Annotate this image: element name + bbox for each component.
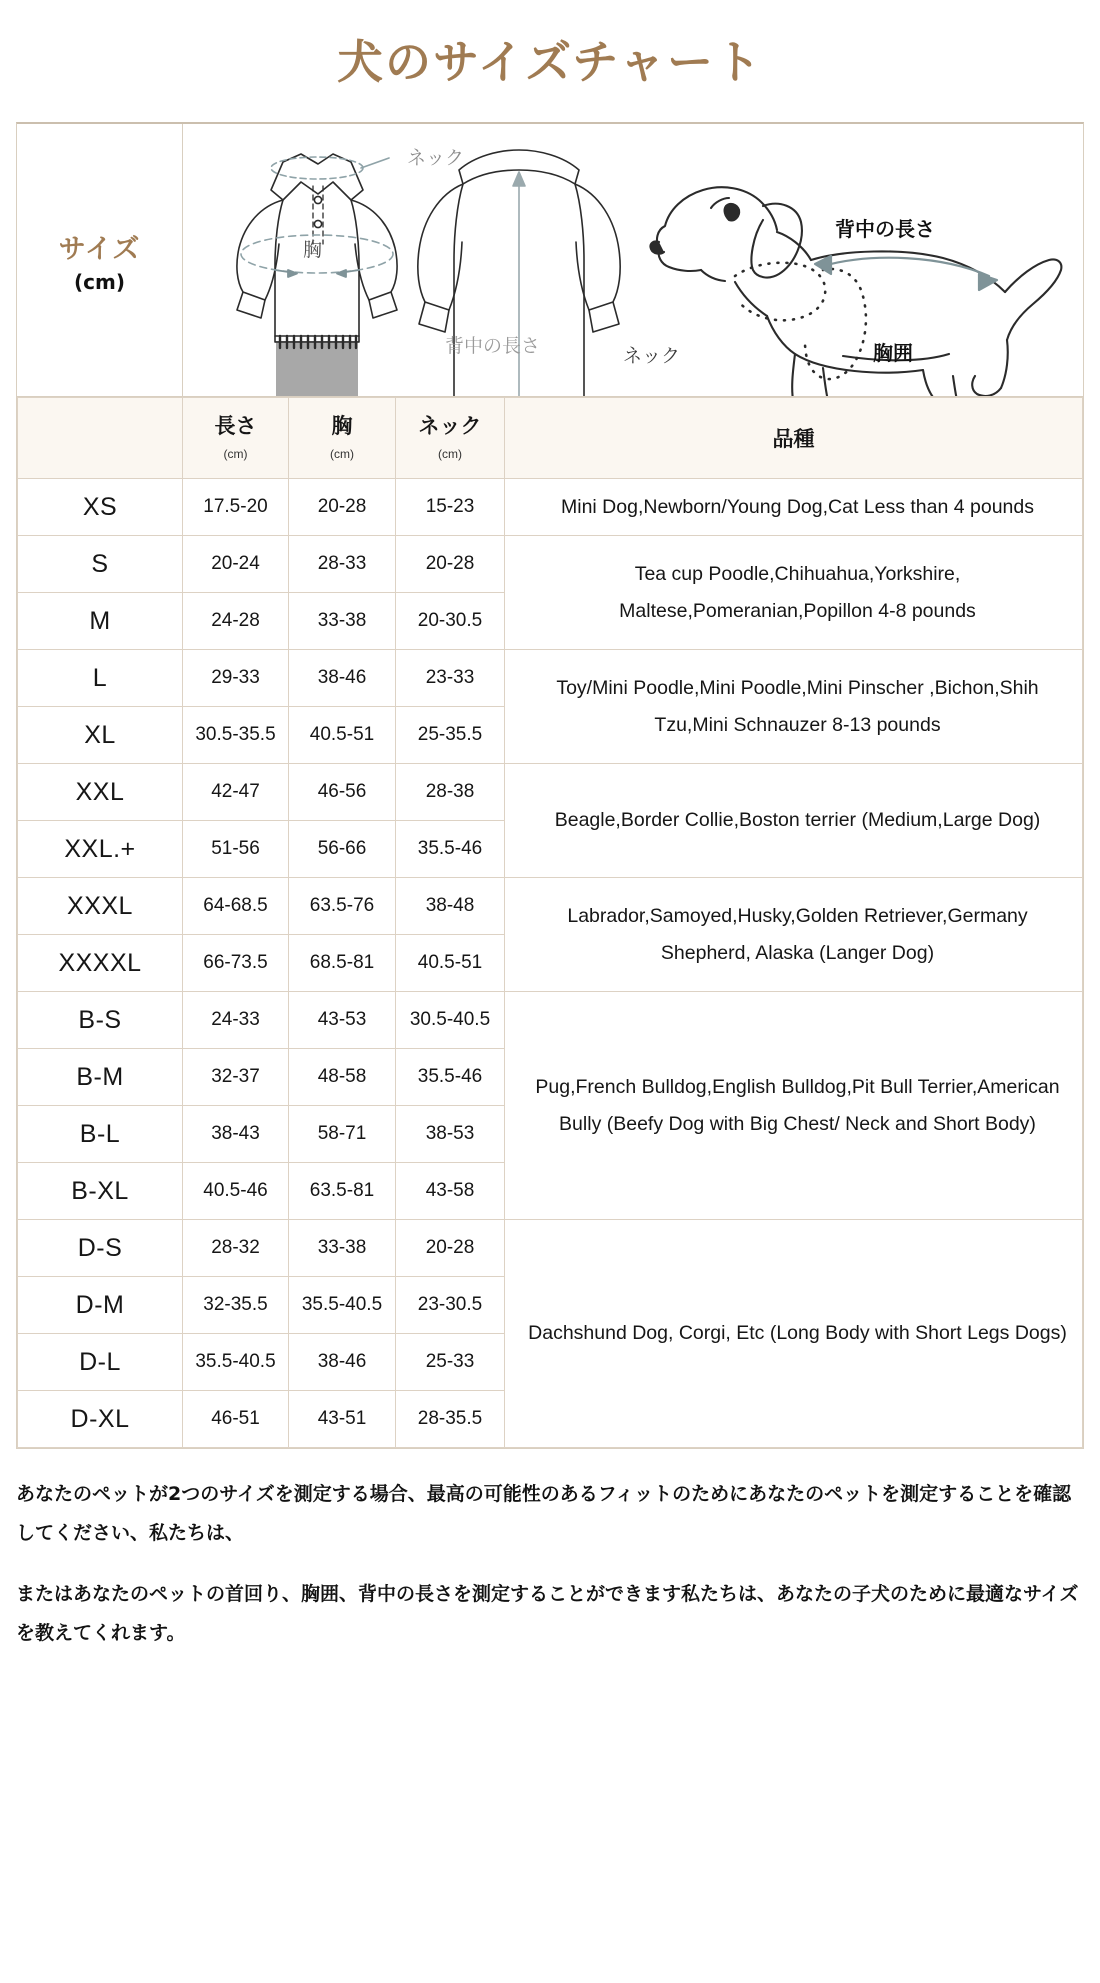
- label-back-length-shirt-back: 背中の長さ: [445, 335, 541, 357]
- cell-neck: 40.5-51: [396, 935, 505, 992]
- cell-size: L: [18, 650, 183, 707]
- cell-size: D-M: [18, 1277, 183, 1334]
- cell-size: XS: [18, 479, 183, 536]
- cell-breed: Tea cup Poodle,Chihuahua,Yorkshire, Maltese,Pomeranian,Popillon 4-8 pounds: [505, 536, 1083, 650]
- illustration-band: [17, 124, 1083, 397]
- cell-chest: 43-53: [289, 992, 396, 1049]
- cell-neck: 20-28: [396, 536, 505, 593]
- cell-size: XXL: [18, 764, 183, 821]
- cell-length: 46-51: [183, 1391, 289, 1448]
- cell-neck: 20-30.5: [396, 593, 505, 650]
- note-line-1: あなたのペットが2つのサイズを測定する場合、最高の可能性のあるフィットのためにあなたのペットを測定することを確認してください、私たちは、: [16, 1483, 1072, 1544]
- cell-size: D-XL: [18, 1391, 183, 1448]
- cell-chest: 38-46: [289, 1334, 396, 1391]
- cell-size: B-XL: [18, 1163, 183, 1220]
- cell-breed: Beagle,Border Collie,Boston terrier (Medium,Large Dog): [505, 764, 1083, 878]
- cell-length: 40.5-46: [183, 1163, 289, 1220]
- cell-length: 42-47: [183, 764, 289, 821]
- cell-chest: 63.5-81: [289, 1163, 396, 1220]
- label-chest-shirt-front: 胸: [303, 239, 323, 261]
- cell-chest: 63.5-76: [289, 878, 396, 935]
- label-chest-dog: 胸囲: [873, 341, 913, 365]
- cell-breed: Pug,French Bulldog,English Bulldog,Pit Bull Terrier,American Bully (Beefy Dog with Big Chest/ Neck and Short Body): [505, 992, 1083, 1220]
- header-length-label: 長さ: [214, 414, 257, 439]
- cell-neck: 28-35.5: [396, 1391, 505, 1448]
- header-length-unit: (cm): [223, 446, 248, 461]
- table-row: [18, 992, 1083, 1049]
- table-row: [18, 1220, 1083, 1277]
- cell-size: S: [18, 536, 183, 593]
- header-chest-label: 胸: [331, 414, 353, 439]
- header-chest: [289, 398, 396, 479]
- measurement-illustration: [183, 124, 1083, 396]
- cell-length: 32-35.5: [183, 1277, 289, 1334]
- cell-length: 24-28: [183, 593, 289, 650]
- cell-chest: 38-46: [289, 650, 396, 707]
- cell-size: M: [18, 593, 183, 650]
- table-row: [18, 764, 1083, 821]
- label-back-length-dog: 背中の長さ: [835, 217, 935, 241]
- cell-neck: 15-23: [396, 479, 505, 536]
- measurement-diagram-svg: [183, 124, 1083, 396]
- cell-length: 29-33: [183, 650, 289, 707]
- cell-length: 24-33: [183, 992, 289, 1049]
- measurement-notes: [16, 1475, 1084, 1653]
- size-table: [17, 397, 1083, 1448]
- cell-length: 64-68.5: [183, 878, 289, 935]
- cell-size: XXXL: [18, 878, 183, 935]
- cell-length: 51-56: [183, 821, 289, 878]
- cell-breed: Mini Dog,Newborn/Young Dog,Cat Less than 4 pounds: [505, 479, 1083, 536]
- size-unit-label: (cm): [74, 269, 125, 294]
- table-header: [18, 398, 1083, 479]
- table-row: [18, 479, 1083, 536]
- header-neck: [396, 398, 505, 479]
- label-neck-shirt-front: ネック: [407, 147, 465, 169]
- table-row: [18, 536, 1083, 593]
- cell-breed: Labrador,Samoyed,Husky,Golden Retriever,Germany Shepherd, Alaska (Langer Dog): [505, 878, 1083, 992]
- cell-length: 20-24: [183, 536, 289, 593]
- cell-chest: 58-71: [289, 1106, 396, 1163]
- cell-size: B-S: [18, 992, 183, 1049]
- header-breed-label: 品種: [772, 427, 815, 451]
- cell-size: D-L: [18, 1334, 183, 1391]
- table-header-row: [18, 398, 1083, 479]
- cell-neck: 43-58: [396, 1163, 505, 1220]
- cell-length: 28-32: [183, 1220, 289, 1277]
- size-chart-container: [16, 122, 1084, 1449]
- cell-length: 17.5-20: [183, 479, 289, 536]
- header-breed: [505, 398, 1083, 479]
- cell-neck: 23-33: [396, 650, 505, 707]
- cell-size: XXL.+: [18, 821, 183, 878]
- size-label-cell: [17, 124, 183, 396]
- cell-neck: 28-38: [396, 764, 505, 821]
- cell-neck: 38-53: [396, 1106, 505, 1163]
- cell-chest: 20-28: [289, 479, 396, 536]
- cell-chest: 33-38: [289, 1220, 396, 1277]
- label-neck-dog: ネック: [623, 345, 681, 367]
- cell-chest: 35.5-40.5: [289, 1277, 396, 1334]
- table-row: [18, 878, 1083, 935]
- cell-chest: 33-38: [289, 593, 396, 650]
- cell-chest: 43-51: [289, 1391, 396, 1448]
- cell-chest: 68.5-81: [289, 935, 396, 992]
- cell-size: XXXXL: [18, 935, 183, 992]
- page-title: 犬のサイズチャート: [336, 35, 764, 89]
- cell-chest: 56-66: [289, 821, 396, 878]
- cell-size: B-M: [18, 1049, 183, 1106]
- header-chest-unit: (cm): [330, 446, 354, 461]
- cell-chest: 28-33: [289, 536, 396, 593]
- cell-neck: 25-35.5: [396, 707, 505, 764]
- cell-length: 32-37: [183, 1049, 289, 1106]
- cell-chest: 48-58: [289, 1049, 396, 1106]
- cell-chest: 40.5-51: [289, 707, 396, 764]
- cell-length: 66-73.5: [183, 935, 289, 992]
- cell-neck: 30.5-40.5: [396, 992, 505, 1049]
- cell-length: 35.5-40.5: [183, 1334, 289, 1391]
- table-row: [18, 650, 1083, 707]
- cell-length: 38-43: [183, 1106, 289, 1163]
- header-neck-label: ネック: [418, 414, 482, 439]
- cell-breed: Dachshund Dog, Corgi, Etc (Long Body with Short Legs Dogs): [505, 1220, 1083, 1448]
- cell-breed: Toy/Mini Poodle,Mini Poodle,Mini Pinscher ,Bichon,Shih Tzu,Mini Schnauzer 8-13 pounds: [505, 650, 1083, 764]
- cell-size: XL: [18, 707, 183, 764]
- cell-neck: 38-48: [396, 878, 505, 935]
- header-length: [183, 398, 289, 479]
- cell-neck: 20-28: [396, 1220, 505, 1277]
- note-line-2: またはあなたのペットの首回り、胸囲、背中の長さを測定することができます私たちは、あなたの子犬のために最適なサイズを教えてくれます。: [16, 1582, 1079, 1644]
- cell-chest: 46-56: [289, 764, 396, 821]
- cell-neck: 23-30.5: [396, 1277, 505, 1334]
- size-label: サイズ: [58, 233, 141, 265]
- cell-size: B-L: [18, 1106, 183, 1163]
- cell-neck: 35.5-46: [396, 821, 505, 878]
- cell-size: D-S: [18, 1220, 183, 1277]
- cell-neck: 25-33: [396, 1334, 505, 1391]
- cell-neck: 35.5-46: [396, 1049, 505, 1106]
- table-body: [18, 479, 1083, 1448]
- cell-length: 30.5-35.5: [183, 707, 289, 764]
- header-blank: [18, 398, 183, 479]
- header-neck-unit: (cm): [438, 446, 462, 461]
